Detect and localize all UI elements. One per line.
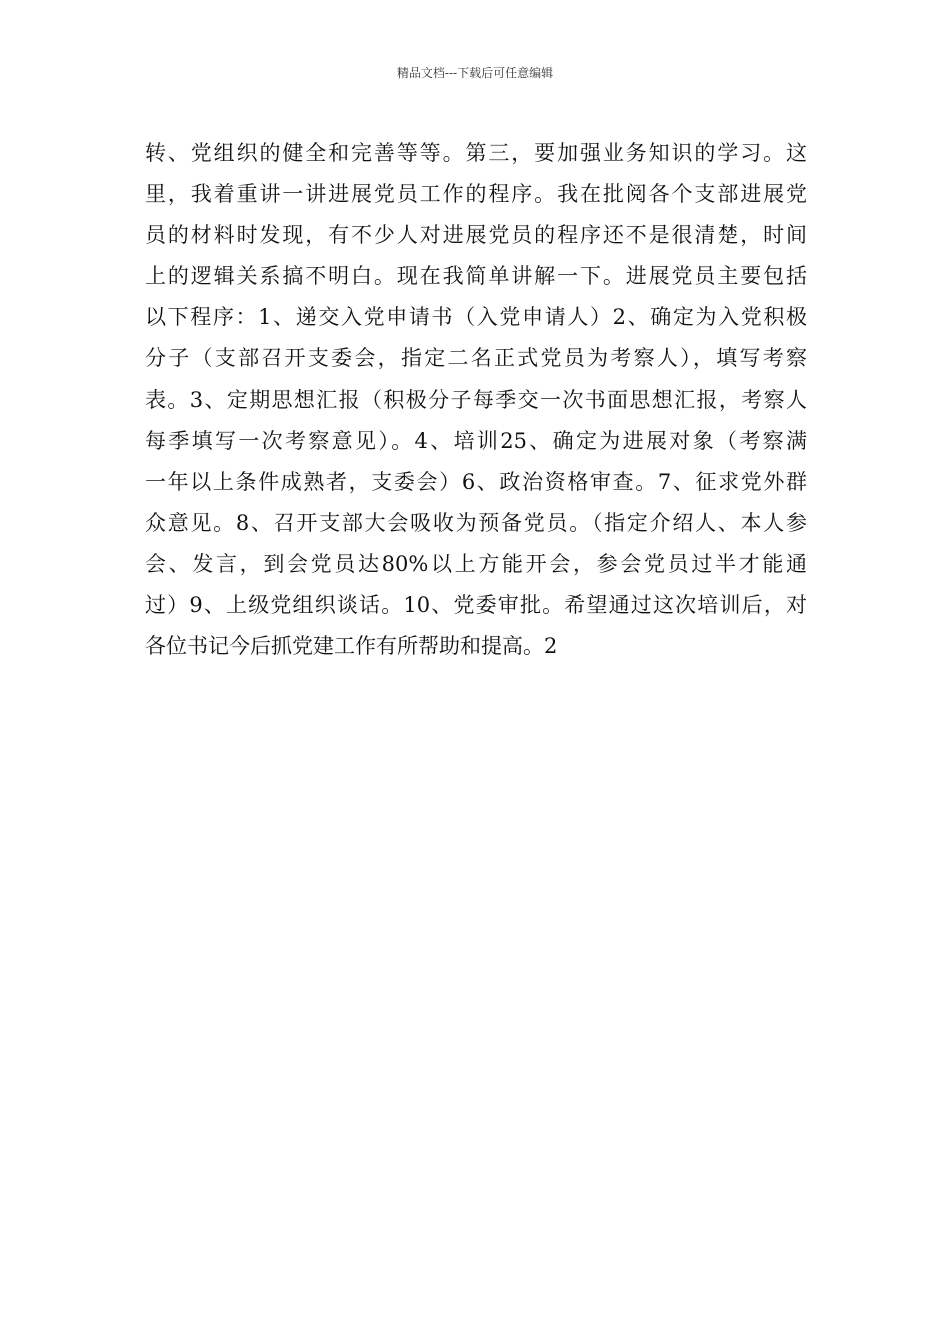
text-line: 员的材料时发现，有不少人对进展党员的程序还不是很清楚，时间 xyxy=(145,223,807,248)
text-line: 里，我着重讲一讲进展党员工作的程序。我在批阅各个支部进展党 xyxy=(145,182,807,207)
text-line: 转、党组织的健全和完善等等。第三，要加强业务知识的学习。这 xyxy=(145,141,807,165)
text-line: 每季填写一次考察意见）。4、培训25、确定为进展对象（考察满 xyxy=(145,428,807,453)
page-header: 精品文档---下载后可任意编辑 xyxy=(396,66,554,80)
text-line: 过）9、上级党组织谈话。10、党委审批。希望通过这次培训后，对 xyxy=(145,593,807,618)
text-line: 会、发言，到会党员达80%以上方能开会，参会党员过半才能通 xyxy=(145,551,807,576)
text-line: 上的逻辑关系搞不明白。现在我简单讲解一下。进展党员主要包括 xyxy=(145,264,807,289)
text-line: 众意见。8、召开支部大会吸收为预备党员。（指定介绍人、本人参 xyxy=(145,510,807,535)
text-line: 以下程序：1、递交入党申请书（入党申请人）2、确定为入党积极 xyxy=(145,305,807,330)
text-line: 一年以上条件成熟者，支委会）6、政治资格审查。7、征求党外群 xyxy=(145,469,807,494)
text-line: 分子（支部召开支委会，指定二名正式党员为考察人），填写考察 xyxy=(145,346,807,371)
text-line: 表。3、定期思想汇报（积极分子每季交一次书面思想汇报，考察人 xyxy=(145,387,807,412)
body-paragraph xyxy=(145,133,807,667)
text-line: 各位书记今后抓党建工作有所帮助和提高。2 xyxy=(145,634,558,659)
